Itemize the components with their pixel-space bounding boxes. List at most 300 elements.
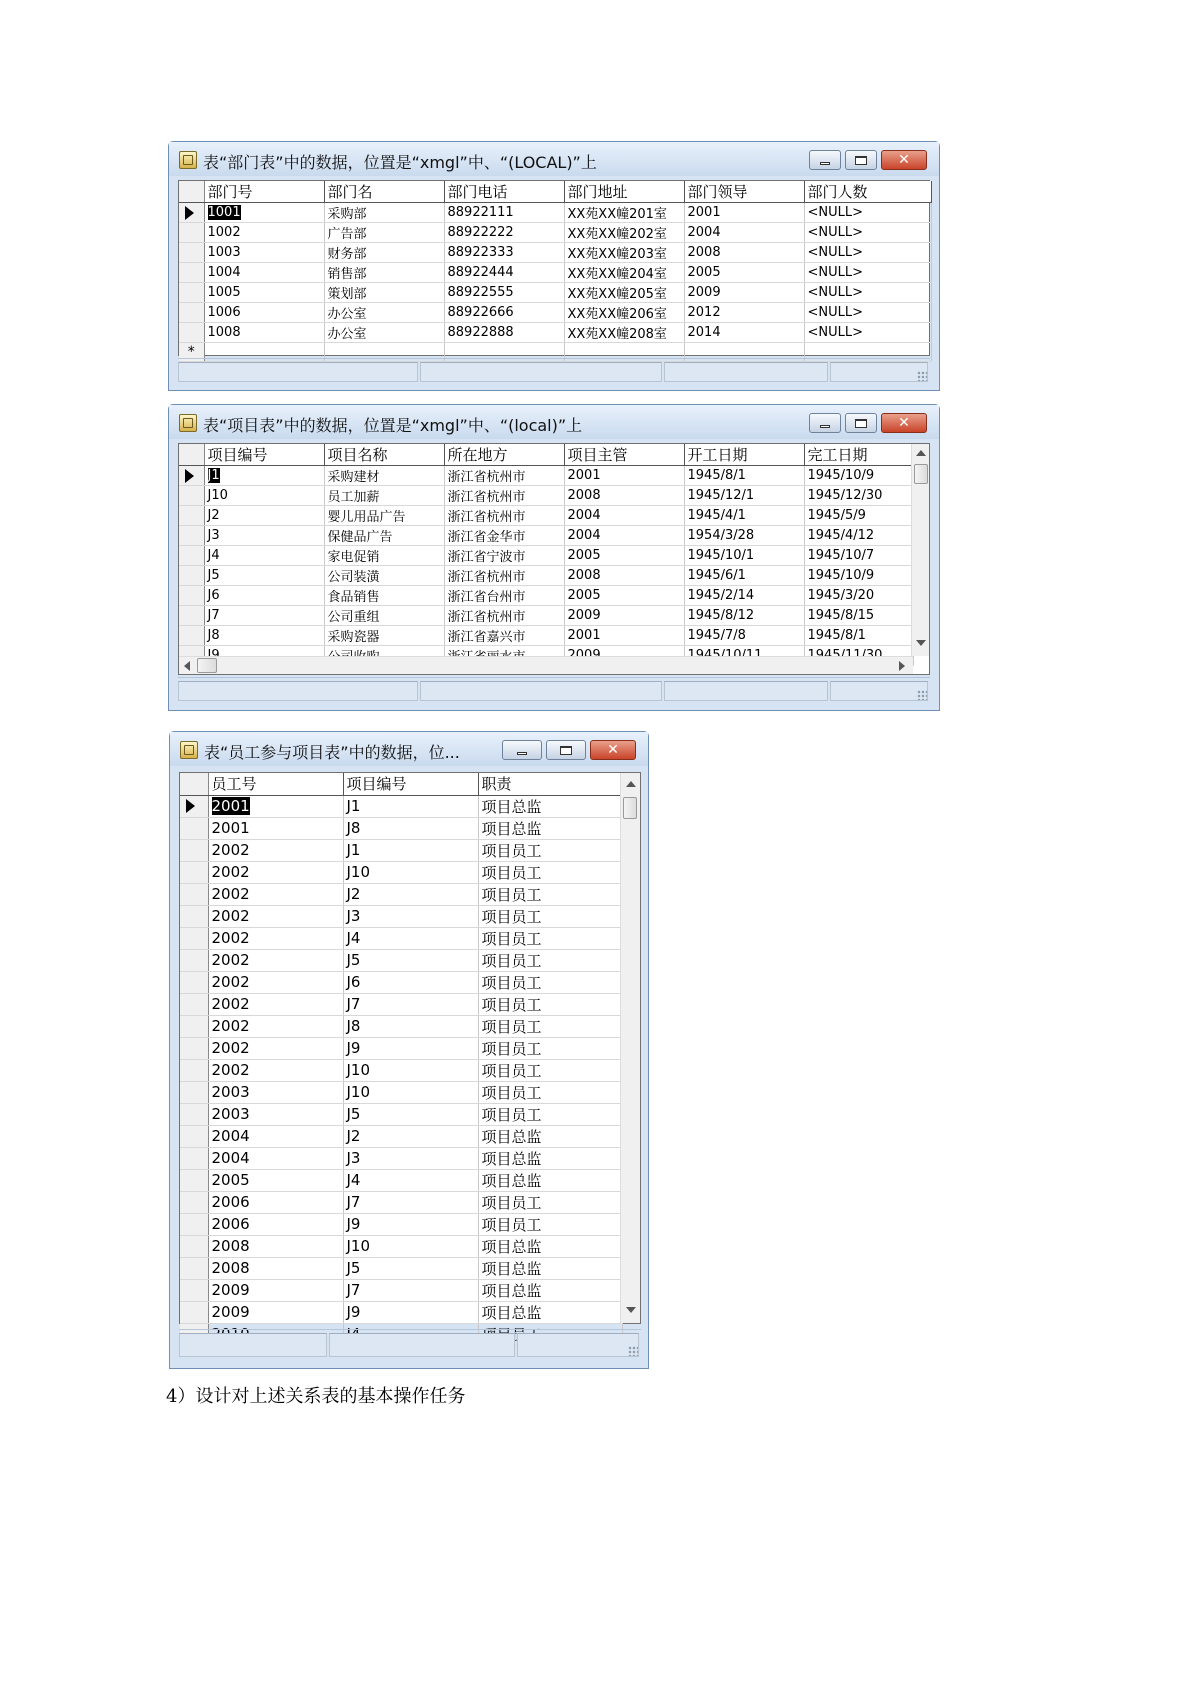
table-cell[interactable] — [343, 927, 478, 949]
emp-data-grid[interactable] — [179, 772, 641, 1324]
table-cell[interactable] — [324, 586, 444, 606]
table-cell[interactable] — [444, 283, 564, 303]
table-cell[interactable] — [684, 546, 804, 566]
row-selector[interactable] — [180, 1235, 208, 1257]
row-selector[interactable] — [180, 1081, 208, 1103]
table-cell[interactable] — [684, 263, 804, 283]
table-cell[interactable] — [804, 203, 931, 223]
table-cell[interactable] — [208, 839, 343, 861]
row-selector-header[interactable] — [179, 444, 204, 466]
cell-value: 项目总监 — [481, 1259, 542, 1278]
table-cell[interactable] — [564, 203, 684, 223]
table-cell[interactable] — [324, 486, 444, 506]
table-cell[interactable] — [208, 1191, 343, 1213]
table-cell[interactable] — [564, 566, 684, 586]
table-row[interactable] — [180, 1059, 622, 1081]
table-cell[interactable] — [564, 263, 684, 283]
table-row[interactable] — [180, 839, 622, 861]
table-cell[interactable] — [444, 566, 564, 586]
table-row[interactable] — [179, 566, 913, 586]
table-cell[interactable] — [343, 839, 478, 861]
table-row[interactable] — [180, 1169, 622, 1191]
table-cell[interactable] — [208, 949, 343, 971]
table-cell[interactable] — [444, 466, 564, 486]
table-cell[interactable] — [204, 506, 324, 526]
table-row[interactable] — [180, 905, 622, 927]
table-cell[interactable] — [478, 1213, 622, 1235]
column-header[interactable]: 部门地址 — [564, 181, 684, 203]
table-row[interactable] — [180, 795, 622, 817]
column-header[interactable]: 部门号 — [204, 181, 324, 203]
row-selector[interactable] — [180, 883, 208, 905]
column-header[interactable]: 项目名称 — [324, 444, 444, 466]
table-cell[interactable] — [324, 323, 444, 343]
row-selector[interactable] — [180, 1059, 208, 1081]
table-cell[interactable] — [478, 1103, 622, 1125]
column-header[interactable]: 项目编号 — [343, 773, 478, 795]
table-cell[interactable] — [564, 303, 684, 323]
table-cell[interactable] — [804, 606, 913, 626]
table-row[interactable] — [179, 283, 931, 303]
maximize-button[interactable] — [546, 740, 586, 760]
table-cell[interactable] — [478, 1169, 622, 1191]
row-selector[interactable] — [180, 1103, 208, 1125]
scroll-down-icon[interactable] — [626, 1307, 636, 1313]
table-row[interactable] — [180, 1015, 622, 1037]
row-selector[interactable] — [179, 303, 204, 323]
table-cell[interactable] — [444, 606, 564, 626]
close-button[interactable] — [590, 740, 636, 760]
table-cell[interactable] — [444, 486, 564, 506]
scroll-up-icon[interactable] — [916, 450, 926, 456]
table-row[interactable] — [180, 1191, 622, 1213]
table-cell[interactable] — [444, 586, 564, 606]
table-cell[interactable] — [804, 243, 931, 263]
table-cell[interactable] — [478, 817, 622, 839]
table-cell[interactable] — [324, 506, 444, 526]
scroll-thumb[interactable] — [914, 464, 928, 484]
table-cell[interactable] — [684, 506, 804, 526]
table-cell[interactable] — [478, 905, 622, 927]
table-cell[interactable] — [564, 526, 684, 546]
table-cell[interactable] — [564, 626, 684, 646]
table-cell[interactable] — [478, 971, 622, 993]
row-selector[interactable] — [180, 1279, 208, 1301]
table-row[interactable] — [179, 203, 931, 223]
table-cell[interactable] — [343, 1235, 478, 1257]
emp-vertical-scrollbar[interactable] — [620, 773, 640, 1323]
row-selector[interactable] — [180, 839, 208, 861]
table-cell[interactable] — [684, 243, 804, 263]
table-row[interactable] — [180, 1103, 622, 1125]
table-cell[interactable] — [478, 883, 622, 905]
table-cell[interactable] — [208, 1213, 343, 1235]
column-header[interactable]: 所在地方 — [444, 444, 564, 466]
table-cell[interactable] — [564, 546, 684, 566]
table-cell[interactable] — [208, 861, 343, 883]
table-cell[interactable] — [684, 626, 804, 646]
table-cell[interactable] — [444, 243, 564, 263]
project-horizontal-scrollbar[interactable] — [179, 656, 913, 674]
table-cell[interactable] — [564, 323, 684, 343]
table-cell[interactable] — [684, 203, 804, 223]
column-header[interactable]: 项目编号 — [204, 444, 324, 466]
table-cell[interactable] — [444, 626, 564, 646]
table-cell[interactable] — [343, 1213, 478, 1235]
table-cell[interactable] — [324, 566, 444, 586]
table-cell[interactable] — [208, 795, 343, 817]
row-selector[interactable] — [179, 566, 204, 586]
table-cell[interactable] — [208, 1279, 343, 1301]
table-row[interactable] — [179, 586, 913, 606]
scroll-thumb[interactable] — [623, 797, 637, 819]
maximize-button[interactable] — [845, 413, 877, 433]
row-selector[interactable] — [179, 203, 204, 223]
table-cell[interactable] — [804, 586, 913, 606]
scroll-down-icon[interactable] — [916, 640, 926, 646]
column-header[interactable]: 完工日期 — [804, 444, 913, 466]
table-row[interactable] — [179, 546, 913, 566]
table-cell[interactable] — [804, 223, 931, 243]
row-selector[interactable] — [179, 283, 204, 303]
project-window-titlebar[interactable] — [169, 405, 939, 439]
table-cell[interactable] — [478, 949, 622, 971]
table-cell[interactable] — [478, 1191, 622, 1213]
table-cell[interactable] — [564, 486, 684, 506]
table-cell[interactable] — [204, 263, 324, 283]
table-row[interactable] — [180, 883, 622, 905]
row-selector[interactable] — [180, 1169, 208, 1191]
table-cell[interactable] — [324, 243, 444, 263]
table-cell[interactable] — [444, 303, 564, 323]
table-cell[interactable] — [444, 546, 564, 566]
table-cell[interactable] — [343, 993, 478, 1015]
column-header[interactable]: 职责 — [478, 773, 622, 795]
table-cell[interactable] — [478, 1235, 622, 1257]
table-cell[interactable] — [684, 486, 804, 506]
row-selector[interactable] — [180, 861, 208, 883]
table-cell[interactable] — [204, 223, 324, 243]
row-selector[interactable] — [180, 1191, 208, 1213]
table-cell[interactable] — [343, 971, 478, 993]
row-selector[interactable] — [179, 506, 204, 526]
table-cell[interactable] — [343, 817, 478, 839]
table-cell[interactable] — [343, 1015, 478, 1037]
table-cell[interactable] — [804, 506, 913, 526]
row-selector[interactable] — [179, 223, 204, 243]
project-data-grid[interactable] — [178, 443, 930, 675]
row-selector[interactable] — [180, 1301, 208, 1323]
table-cell[interactable] — [324, 466, 444, 486]
table-row[interactable] — [180, 1279, 622, 1301]
table-cell[interactable] — [444, 506, 564, 526]
table-cell[interactable] — [804, 486, 913, 506]
table-cell[interactable] — [208, 971, 343, 993]
row-selector[interactable] — [179, 466, 204, 486]
table-row[interactable] — [180, 1301, 622, 1323]
dept-window-titlebar[interactable] — [169, 142, 939, 176]
table-cell[interactable] — [204, 566, 324, 586]
table-cell[interactable] — [324, 303, 444, 323]
column-header[interactable]: 部门人数 — [804, 181, 931, 203]
table-cell[interactable] — [804, 466, 913, 486]
table-cell[interactable] — [684, 323, 804, 343]
table-cell[interactable] — [208, 817, 343, 839]
minimize-button[interactable] — [809, 413, 841, 433]
table-cell[interactable] — [208, 927, 343, 949]
scroll-right-icon[interactable] — [899, 661, 905, 671]
table-row[interactable] — [179, 506, 913, 526]
table-cell[interactable] — [343, 1169, 478, 1191]
table-row[interactable] — [179, 626, 913, 646]
column-header[interactable]: 部门领导 — [684, 181, 804, 203]
table-cell[interactable] — [324, 546, 444, 566]
table-cell[interactable] — [478, 1037, 622, 1059]
row-selector[interactable] — [180, 949, 208, 971]
table-cell[interactable] — [478, 861, 622, 883]
column-header[interactable]: 开工日期 — [684, 444, 804, 466]
table-row[interactable] — [179, 303, 931, 323]
row-selector[interactable] — [180, 1147, 208, 1169]
table-row[interactable] — [180, 817, 622, 839]
table-cell[interactable] — [343, 905, 478, 927]
table-cell[interactable] — [804, 323, 931, 343]
close-button[interactable] — [881, 150, 927, 170]
table-cell[interactable] — [478, 1279, 622, 1301]
table-row[interactable] — [180, 1125, 622, 1147]
table-cell[interactable] — [204, 323, 324, 343]
row-selector[interactable] — [180, 1015, 208, 1037]
cell-value: 1945/8/1 — [807, 628, 866, 643]
table-cell[interactable] — [204, 586, 324, 606]
row-selector[interactable] — [180, 971, 208, 993]
table-cell[interactable] — [208, 883, 343, 905]
minimize-button[interactable] — [809, 150, 841, 170]
table-cell[interactable] — [478, 1059, 622, 1081]
table-cell[interactable] — [204, 466, 324, 486]
horizontal-scroll-thumb[interactable] — [197, 658, 217, 673]
row-selector[interactable] — [180, 1037, 208, 1059]
table-cell[interactable] — [343, 861, 478, 883]
table-cell[interactable] — [478, 1081, 622, 1103]
cell-value: 项目员工 — [481, 1039, 542, 1058]
row-selector[interactable] — [179, 486, 204, 506]
table-cell[interactable] — [324, 223, 444, 243]
table-row[interactable] — [180, 993, 622, 1015]
table-cell[interactable] — [208, 1059, 343, 1081]
table-cell[interactable] — [324, 606, 444, 626]
row-selector-header[interactable] — [179, 181, 204, 203]
table-row[interactable] — [180, 927, 622, 949]
table-cell[interactable] — [343, 1103, 478, 1125]
table-cell[interactable] — [204, 486, 324, 506]
table-cell[interactable] — [478, 993, 622, 1015]
resize-grip-icon[interactable] — [917, 371, 927, 381]
table-cell[interactable] — [564, 223, 684, 243]
table-cell[interactable] — [804, 263, 931, 283]
table-cell[interactable] — [204, 546, 324, 566]
table-row[interactable] — [180, 1235, 622, 1257]
table-row[interactable] — [179, 606, 913, 626]
table-cell[interactable] — [343, 1059, 478, 1081]
table-row[interactable] — [180, 861, 622, 883]
table-cell[interactable] — [804, 283, 931, 303]
table-cell[interactable] — [684, 303, 804, 323]
table-row[interactable] — [179, 223, 931, 243]
table-cell[interactable] — [564, 586, 684, 606]
table-row[interactable] — [180, 1213, 622, 1235]
table-cell[interactable] — [564, 243, 684, 263]
table-cell[interactable] — [343, 1279, 478, 1301]
table-cell[interactable] — [564, 466, 684, 486]
table-cell[interactable] — [478, 795, 622, 817]
row-selector[interactable] — [180, 1213, 208, 1235]
table-cell[interactable] — [204, 626, 324, 646]
table-row[interactable] — [180, 1081, 622, 1103]
table-cell[interactable] — [343, 795, 478, 817]
table-cell[interactable] — [804, 526, 913, 546]
row-selector[interactable] — [179, 626, 204, 646]
table-cell[interactable] — [478, 1015, 622, 1037]
table-cell[interactable] — [204, 203, 324, 223]
row-selector[interactable] — [180, 1125, 208, 1147]
table-row[interactable] — [180, 1147, 622, 1169]
scroll-up-icon[interactable] — [626, 781, 636, 787]
table-cell[interactable] — [478, 927, 622, 949]
maximize-button[interactable] — [845, 150, 877, 170]
table-cell[interactable] — [324, 203, 444, 223]
table-row[interactable] — [179, 486, 913, 506]
column-header[interactable]: 部门名 — [324, 181, 444, 203]
table-cell[interactable] — [208, 1081, 343, 1103]
table-cell[interactable] — [343, 1125, 478, 1147]
table-cell[interactable] — [478, 1147, 622, 1169]
close-button[interactable] — [881, 413, 927, 433]
table-cell[interactable] — [444, 526, 564, 546]
table-cell[interactable] — [684, 283, 804, 303]
table-cell[interactable] — [343, 1081, 478, 1103]
table-cell[interactable] — [204, 283, 324, 303]
table-cell[interactable] — [684, 223, 804, 243]
row-selector[interactable] — [180, 927, 208, 949]
table-row[interactable] — [180, 1257, 622, 1279]
table-cell[interactable] — [478, 1125, 622, 1147]
table-row[interactable] — [180, 971, 622, 993]
table-cell[interactable] — [804, 566, 913, 586]
table-cell[interactable] — [444, 323, 564, 343]
row-selector[interactable] — [179, 546, 204, 566]
table-row[interactable] — [180, 949, 622, 971]
resize-grip-icon[interactable] — [628, 1346, 638, 1356]
table-cell[interactable] — [208, 1037, 343, 1059]
table-cell[interactable] — [684, 606, 804, 626]
column-header[interactable]: 部门电话 — [444, 181, 564, 203]
table-cell[interactable] — [684, 466, 804, 486]
row-selector[interactable] — [180, 795, 208, 817]
table-cell[interactable] — [324, 263, 444, 283]
table-cell[interactable] — [204, 243, 324, 263]
column-header[interactable]: 项目主管 — [564, 444, 684, 466]
table-cell[interactable] — [343, 1257, 478, 1279]
scroll-left-icon[interactable] — [184, 661, 190, 671]
table-cell[interactable] — [208, 1301, 343, 1323]
row-selector-header[interactable] — [180, 773, 208, 795]
project-vertical-scrollbar[interactable] — [911, 444, 929, 656]
table-cell[interactable] — [208, 1235, 343, 1257]
table-row[interactable] — [180, 1037, 622, 1059]
table-cell[interactable] — [208, 1169, 343, 1191]
table-cell[interactable] — [684, 586, 804, 606]
table-cell[interactable] — [804, 546, 913, 566]
table-cell[interactable] — [343, 1191, 478, 1213]
row-selector[interactable] — [180, 817, 208, 839]
row-selector[interactable] — [179, 606, 204, 626]
cell-value: 2009 — [211, 1303, 250, 1321]
table-cell[interactable] — [343, 949, 478, 971]
table-cell[interactable] — [478, 1301, 622, 1323]
row-selector[interactable] — [180, 1257, 208, 1279]
table-row[interactable] — [179, 263, 931, 283]
table-row[interactable] — [179, 243, 931, 263]
table-cell[interactable] — [478, 839, 622, 861]
table-cell[interactable] — [343, 1037, 478, 1059]
table-cell[interactable] — [564, 606, 684, 626]
table-cell[interactable] — [208, 1257, 343, 1279]
minimize-button[interactable] — [502, 740, 542, 760]
row-selector[interactable] — [179, 586, 204, 606]
table-cell[interactable] — [208, 1147, 343, 1169]
row-selector[interactable] — [179, 243, 204, 263]
table-cell[interactable] — [208, 993, 343, 1015]
table-cell[interactable] — [444, 223, 564, 243]
table-cell[interactable] — [444, 203, 564, 223]
resize-grip-icon[interactable] — [917, 690, 927, 700]
row-selector[interactable] — [179, 323, 204, 343]
table-cell[interactable] — [208, 1103, 343, 1125]
table-row[interactable] — [179, 466, 913, 486]
table-cell[interactable] — [324, 526, 444, 546]
table-cell[interactable] — [343, 1147, 478, 1169]
row-selector[interactable] — [180, 905, 208, 927]
row-selector[interactable] — [180, 993, 208, 1015]
table-cell[interactable] — [204, 303, 324, 323]
table-cell[interactable] — [204, 606, 324, 626]
table-cell[interactable] — [564, 283, 684, 303]
column-header[interactable]: 员工号 — [208, 773, 343, 795]
emp-window-titlebar[interactable] — [170, 732, 648, 766]
table-cell[interactable] — [564, 506, 684, 526]
table-cell[interactable] — [204, 526, 324, 546]
table-cell[interactable] — [444, 263, 564, 283]
table-cell[interactable] — [208, 1015, 343, 1037]
table-row[interactable] — [179, 323, 931, 343]
table-cell[interactable] — [343, 883, 478, 905]
table-cell[interactable] — [208, 905, 343, 927]
table-cell[interactable] — [478, 1257, 622, 1279]
table-cell[interactable] — [684, 566, 804, 586]
row-selector[interactable] — [179, 263, 204, 283]
dept-data-grid[interactable] — [178, 180, 930, 360]
table-cell[interactable] — [804, 626, 913, 646]
table-cell[interactable] — [343, 1301, 478, 1323]
row-selector[interactable] — [179, 526, 204, 546]
table-cell[interactable] — [324, 626, 444, 646]
table-cell[interactable] — [324, 283, 444, 303]
table-row[interactable] — [179, 526, 913, 546]
table-cell[interactable] — [804, 303, 931, 323]
table-cell[interactable] — [208, 1125, 343, 1147]
table-cell[interactable] — [684, 526, 804, 546]
